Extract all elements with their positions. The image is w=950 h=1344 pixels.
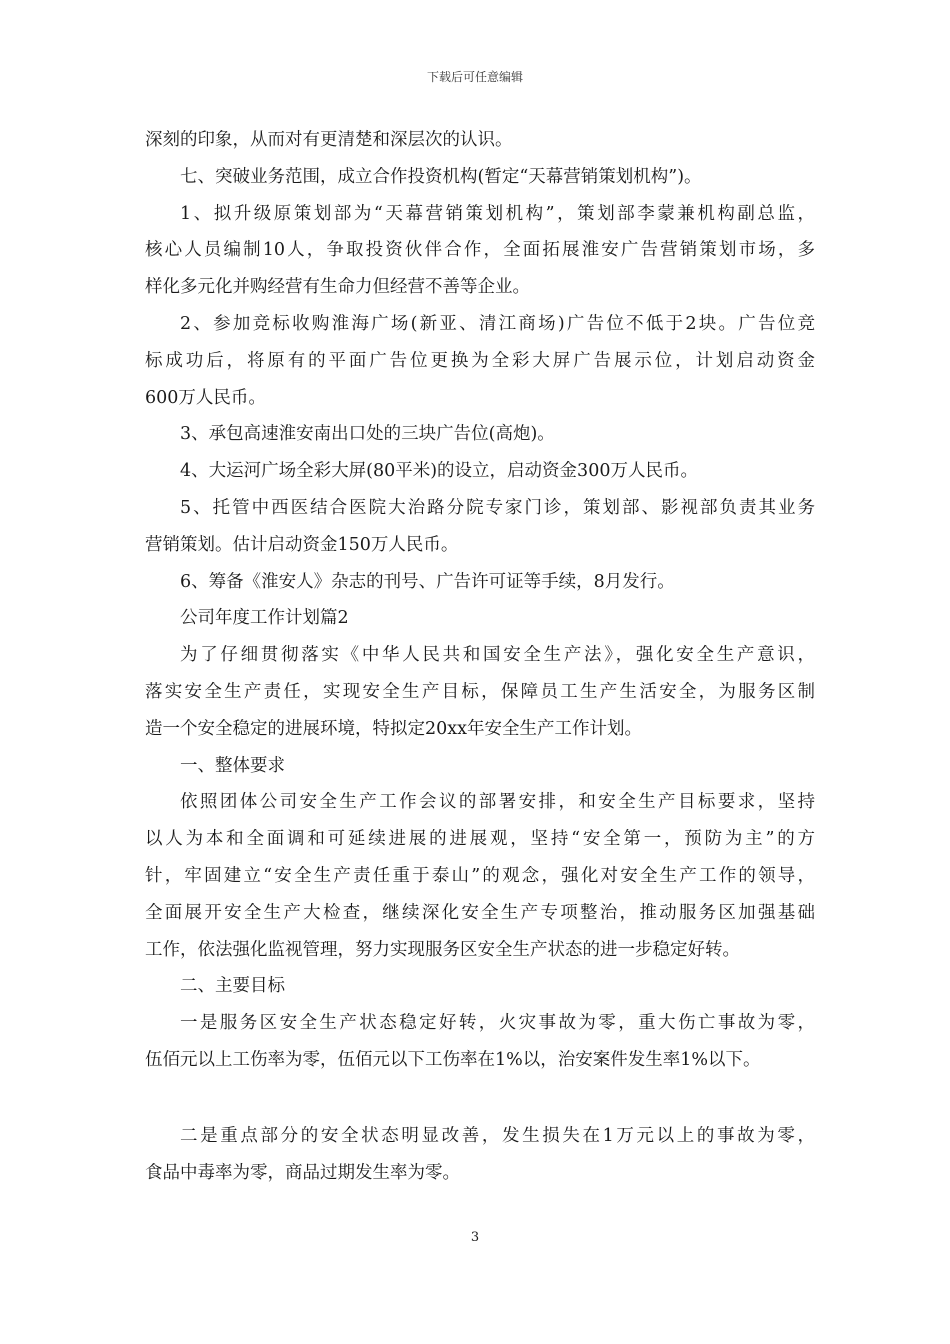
body-line: 七、突破业务范围，成立合作投资机构(暂定“天幕营销策划机构”)。 (180, 166, 702, 187)
section-heading: 一、整体要求 (180, 755, 285, 776)
body-line: 1、拟升级原策划部为“天幕营销策划机构”，策划部李蒙兼机构副总监， (180, 203, 815, 224)
body-line: 营销策划。估计启动资金150万人民币。 (145, 534, 459, 555)
body-line: 6、筹备《淮安人》杂志的刊号、广告许可证等手续，8月发行。 (180, 571, 675, 592)
body-line: 一是服务区安全生产状态稳定好转，火灾事故为零，重大伤亡事故为零， (180, 1013, 815, 1034)
body-line: 依照团体公司安全生产工作会议的部署安排，和安全生产目标要求，坚持 (180, 792, 815, 813)
body-line: 2、参加竞标收购淮海广场(新亚、清江商场)广告位不低于2块。广告位竞 (180, 313, 815, 334)
section-heading: 公司年度工作计划篇2 (180, 608, 349, 629)
body-line: 5、托管中西医结合医院大治路分院专家门诊，策划部、影视部负责其业务 (180, 497, 815, 518)
body-line: 600万人民币。 (145, 387, 266, 408)
body-line: 样化多元化并购经营有生命力但经营不善等企业。 (145, 277, 530, 298)
body-line: 核心人员编制10人，争取投资伙伴合作，全面拓展淮安广告营销策划市场，多 (145, 240, 815, 261)
body-line: 全面展开安全生产大检查，继续深化安全生产专项整治，推动服务区加强基础 (145, 902, 815, 923)
body-line: 标成功后，将原有的平面广告位更换为全彩大屏广告展示位，计划启动资金 (145, 350, 815, 371)
page-number: 3 (470, 1230, 480, 1245)
body-line: 食品中毒率为零，商品过期发生率为零。 (145, 1162, 460, 1183)
body-line: 针，牢固建立“安全生产责任重于泰山”的观念，强化对安全生产工作的领导， (145, 865, 815, 886)
body-line: 3、承包高速淮安南出口处的三块广告位(高炮)。 (180, 424, 555, 445)
section-heading: 二、主要目标 (180, 976, 285, 997)
document-body (145, 122, 815, 1191)
body-line: 深刻的印象，从而对有更清楚和深层次的认识。 (145, 130, 513, 150)
body-line: 工作，依法强化监视管理，努力实现服务区安全生产状态的进一步稳定好转。 (145, 939, 740, 960)
body-line: 为了仔细贯彻落实《中华人民共和国安全生产法》，强化安全生产意识， (180, 645, 815, 666)
paragraph-gap (145, 1079, 815, 1118)
body-line: 造一个安全稳定的进展环境，特拟定20xx年安全生产工作计划。 (145, 718, 643, 739)
body-line: 4、大运河广场全彩大屏(80平米)的设立，启动资金300万人民币。 (180, 461, 698, 482)
body-line: 以人为本和全面调和可延续进展的进展观，坚持“安全第一，预防为主”的方 (145, 829, 815, 850)
body-line: 落实安全生产责任，实现安全生产目标，保障员工生产生活安全，为服务区制 (145, 681, 815, 702)
page-header-note: 下载后可任意编辑 (426, 70, 523, 84)
body-line: 伍佰元以上工伤率为零，伍佰元以下工伤率在1%以，治安案件发生率1%以下。 (145, 1049, 761, 1070)
body-line: 二是重点部分的安全状态明显改善，发生损失在1万元以上的事故为零， (180, 1125, 815, 1146)
